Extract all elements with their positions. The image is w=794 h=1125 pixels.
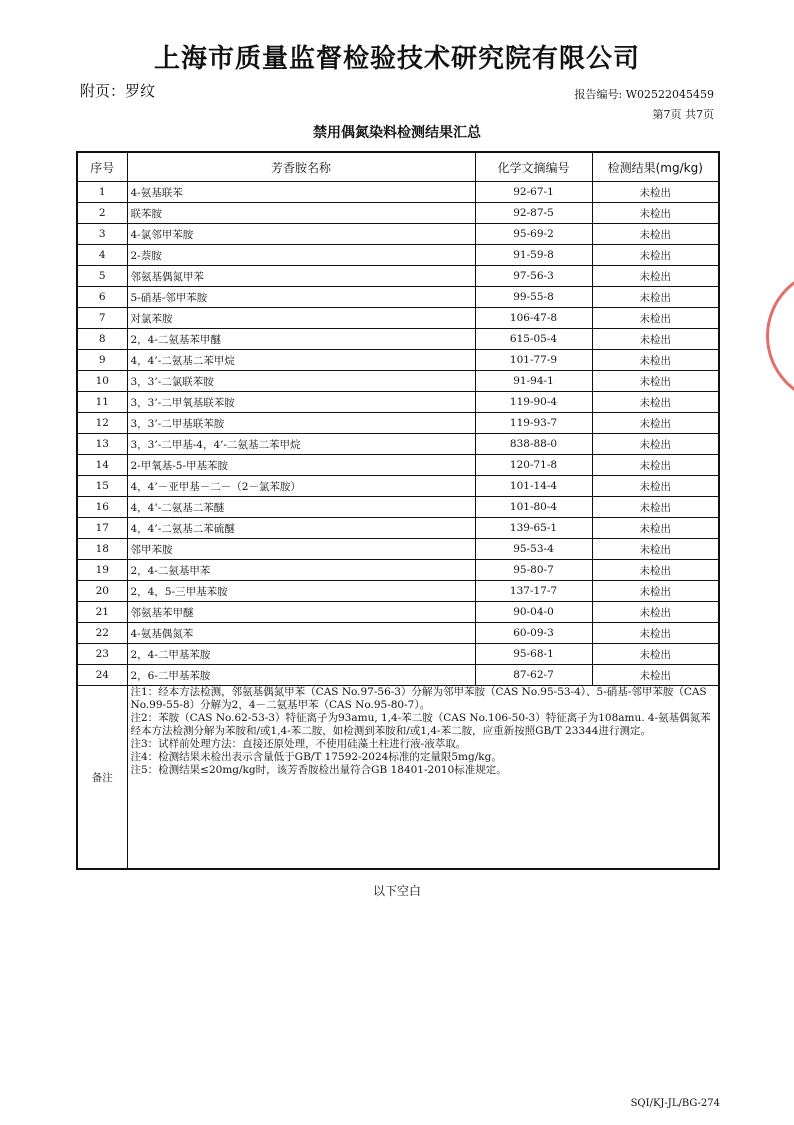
cas-number: 838-88-0	[475, 434, 592, 455]
amine-name: 4，4’-二氨基二苯醚	[127, 497, 475, 518]
amine-name: 3，3’-二甲基-4，4’-二氨基二苯甲烷	[127, 434, 475, 455]
cas-number: 139-65-1	[475, 518, 592, 539]
cas-number: 95-53-4	[475, 539, 592, 560]
table-row	[77, 287, 719, 308]
amine-name: 4，4’-二氨基二苯硫醚	[127, 518, 475, 539]
cas-number: 101-14-4	[475, 476, 592, 497]
amine-name: 2-萘胺	[127, 245, 475, 266]
test-result: 未检出	[592, 287, 719, 308]
cas-number: 60-09-3	[475, 623, 592, 644]
table-body	[77, 182, 719, 686]
test-result: 未检出	[592, 224, 719, 245]
remarks-row	[77, 686, 719, 870]
remarks-content	[127, 686, 719, 870]
note-3: 注3：试样前处理方法：直接还原处理，不使用硅藻土柱进行液-液萃取。	[130, 738, 467, 750]
amine-name: 5-硝基-邻甲苯胺	[127, 287, 475, 308]
amine-name: 2-甲氧基-5-甲基苯胺	[127, 455, 475, 476]
row-number: 23	[77, 644, 127, 665]
col-header-result: 检测结果(mg/kg)	[592, 152, 719, 182]
table-row	[77, 392, 719, 413]
table-row	[77, 329, 719, 350]
test-result: 未检出	[592, 182, 719, 203]
amine-name: 4-氯邻甲苯胺	[127, 224, 475, 245]
amine-name: 2，4-二氨基甲苯	[127, 560, 475, 581]
test-result: 未检出	[592, 308, 719, 329]
cas-number: 92-87-5	[475, 203, 592, 224]
test-result: 未检出	[592, 329, 719, 350]
amine-name: 2，6-二甲基苯胺	[127, 665, 475, 686]
cas-number: 95-69-2	[475, 224, 592, 245]
table-row	[77, 560, 719, 581]
table-row	[77, 434, 719, 455]
cas-number: 95-68-1	[475, 644, 592, 665]
test-result: 未检出	[592, 413, 719, 434]
test-result: 未检出	[592, 434, 719, 455]
row-number: 19	[77, 560, 127, 581]
row-number: 6	[77, 287, 127, 308]
test-result: 未检出	[592, 476, 719, 497]
cas-number: 101-80-4	[475, 497, 592, 518]
row-number: 2	[77, 203, 127, 224]
row-number: 17	[77, 518, 127, 539]
amine-name: 邻氨基偶氮甲苯	[127, 266, 475, 287]
test-result: 未检出	[592, 203, 719, 224]
report-number: 报告编号: W02522045459	[574, 88, 714, 101]
table-row	[77, 539, 719, 560]
test-result: 未检出	[592, 266, 719, 287]
amine-name: 邻甲苯胺	[127, 539, 475, 560]
row-number: 20	[77, 581, 127, 602]
amine-name: 联苯胺	[127, 203, 475, 224]
col-header-cas: 化学文摘编号	[475, 152, 592, 182]
table-row	[77, 644, 719, 665]
amine-name: 邻氨基苯甲醚	[127, 602, 475, 623]
row-number: 5	[77, 266, 127, 287]
row-number: 1	[77, 182, 127, 203]
official-seal	[766, 268, 794, 404]
attachment-label: 附页：罗纹	[80, 82, 156, 100]
test-result: 未检出	[592, 392, 719, 413]
cas-number: 95-80-7	[475, 560, 592, 581]
table-row	[77, 371, 719, 392]
note-1: 注1：经本方法检测，邻氨基偶氮甲苯（CAS No.97-56-3）分解为邻甲苯胺（CAS No.95-53-4）、5-硝基-邻甲苯胺（CAS No.99-55-8）分解为2，4－二氨基甲苯（CAS No.95-80-7）。	[130, 686, 707, 711]
table-row	[77, 308, 719, 329]
test-result: 未检出	[592, 665, 719, 686]
col-header-no: 序号	[77, 152, 127, 182]
amine-name: 3，3’-二氯联苯胺	[127, 371, 475, 392]
cas-number: 137-17-7	[475, 581, 592, 602]
row-number: 22	[77, 623, 127, 644]
row-number: 4	[77, 245, 127, 266]
amine-name: 4-氨基偶氮苯	[127, 623, 475, 644]
table-row	[77, 350, 719, 371]
amine-name: 3，3’-二甲基联苯胺	[127, 413, 475, 434]
row-number: 16	[77, 497, 127, 518]
amine-name: 4，4’－亚甲基－二－（2－氯苯胺）	[127, 476, 475, 497]
row-number: 7	[77, 308, 127, 329]
table-row	[77, 581, 719, 602]
table-row	[77, 476, 719, 497]
cas-number: 120-71-8	[475, 455, 592, 476]
table-title: 禁用偶氮染料检测结果汇总	[313, 125, 481, 141]
cas-number: 119-90-4	[475, 392, 592, 413]
cas-number: 90-04-0	[475, 602, 592, 623]
company-title: 上海市质量监督检验技术研究院有限公司	[153, 44, 640, 74]
cas-number: 119-93-7	[475, 413, 592, 434]
cas-number: 101-77-9	[475, 350, 592, 371]
row-number: 10	[77, 371, 127, 392]
row-number: 12	[77, 413, 127, 434]
table-row	[77, 203, 719, 224]
amine-name: 2，4-二甲基苯胺	[127, 644, 475, 665]
row-number: 3	[77, 224, 127, 245]
test-result: 未检出	[592, 602, 719, 623]
row-number: 8	[77, 329, 127, 350]
note-5: 注5：检测结果≤20mg/kg时，该芳香胺检出量符合GB 18401-2010标准规定。	[130, 764, 507, 776]
row-number: 11	[77, 392, 127, 413]
test-result: 未检出	[592, 455, 719, 476]
row-number: 18	[77, 539, 127, 560]
row-number: 14	[77, 455, 127, 476]
test-result: 未检出	[592, 518, 719, 539]
note-2: 注2：苯胺（CAS No.62-53-3）特征离子为93amu, 1,4-苯二胺（CAS No.106-50-3）特征离子为108amu. 4-氨基偶氮苯经本方法检测分解为苯胺和/或1,4-苯二胺，如检测到苯胺和/或1,4-苯二胺，应重新按照GB/T 23344进行测定。	[130, 712, 711, 737]
table-row	[77, 413, 719, 434]
amine-name: 4-氨基联苯	[127, 182, 475, 203]
results-table	[76, 151, 720, 870]
remarks-label: 备注	[77, 686, 127, 870]
amine-name: 2，4，5-三甲基苯胺	[127, 581, 475, 602]
table-row	[77, 224, 719, 245]
cas-number: 97-56-3	[475, 266, 592, 287]
table-row	[77, 623, 719, 644]
row-number: 15	[77, 476, 127, 497]
amine-name: 2，4-二氨基苯甲醚	[127, 329, 475, 350]
test-result: 未检出	[592, 623, 719, 644]
table-row	[77, 602, 719, 623]
cas-number: 87-62-7	[475, 665, 592, 686]
amine-name: 4，4’-二氨基二苯甲烷	[127, 350, 475, 371]
page-info: 第7页 共7页	[652, 108, 714, 121]
amine-name: 3，3’-二甲氧基联苯胺	[127, 392, 475, 413]
amine-name: 对氯苯胺	[127, 308, 475, 329]
test-result: 未检出	[592, 497, 719, 518]
table-row	[77, 497, 719, 518]
table-row	[77, 665, 719, 686]
test-result: 未检出	[592, 350, 719, 371]
test-result: 未检出	[592, 581, 719, 602]
form-code: SQI/KJ-JL/BG-274	[630, 1098, 720, 1109]
table-row	[77, 455, 719, 476]
table-header-row	[77, 152, 719, 182]
test-result: 未检出	[592, 245, 719, 266]
table-row	[77, 518, 719, 539]
test-result: 未检出	[592, 371, 719, 392]
row-number: 24	[77, 665, 127, 686]
table-row	[77, 266, 719, 287]
row-number: 9	[77, 350, 127, 371]
col-header-name: 芳香胺名称	[127, 152, 475, 182]
cas-number: 91-59-8	[475, 245, 592, 266]
cas-number: 91-94-1	[475, 371, 592, 392]
cas-number: 615-05-4	[475, 329, 592, 350]
cas-number: 99-55-8	[475, 287, 592, 308]
test-result: 未检出	[592, 560, 719, 581]
cas-number: 92-67-1	[475, 182, 592, 203]
row-number: 21	[77, 602, 127, 623]
test-result: 未检出	[592, 539, 719, 560]
table-row	[77, 182, 719, 203]
table-row	[77, 245, 719, 266]
note-4: 注4：检测结果未检出表示含量低于GB/T 17592-2024标准的定量限5mg/kg。	[130, 751, 502, 763]
blank-below-note: 以下空白	[372, 884, 421, 898]
cas-number: 106-47-8	[475, 308, 592, 329]
row-number: 13	[77, 434, 127, 455]
test-result: 未检出	[592, 644, 719, 665]
